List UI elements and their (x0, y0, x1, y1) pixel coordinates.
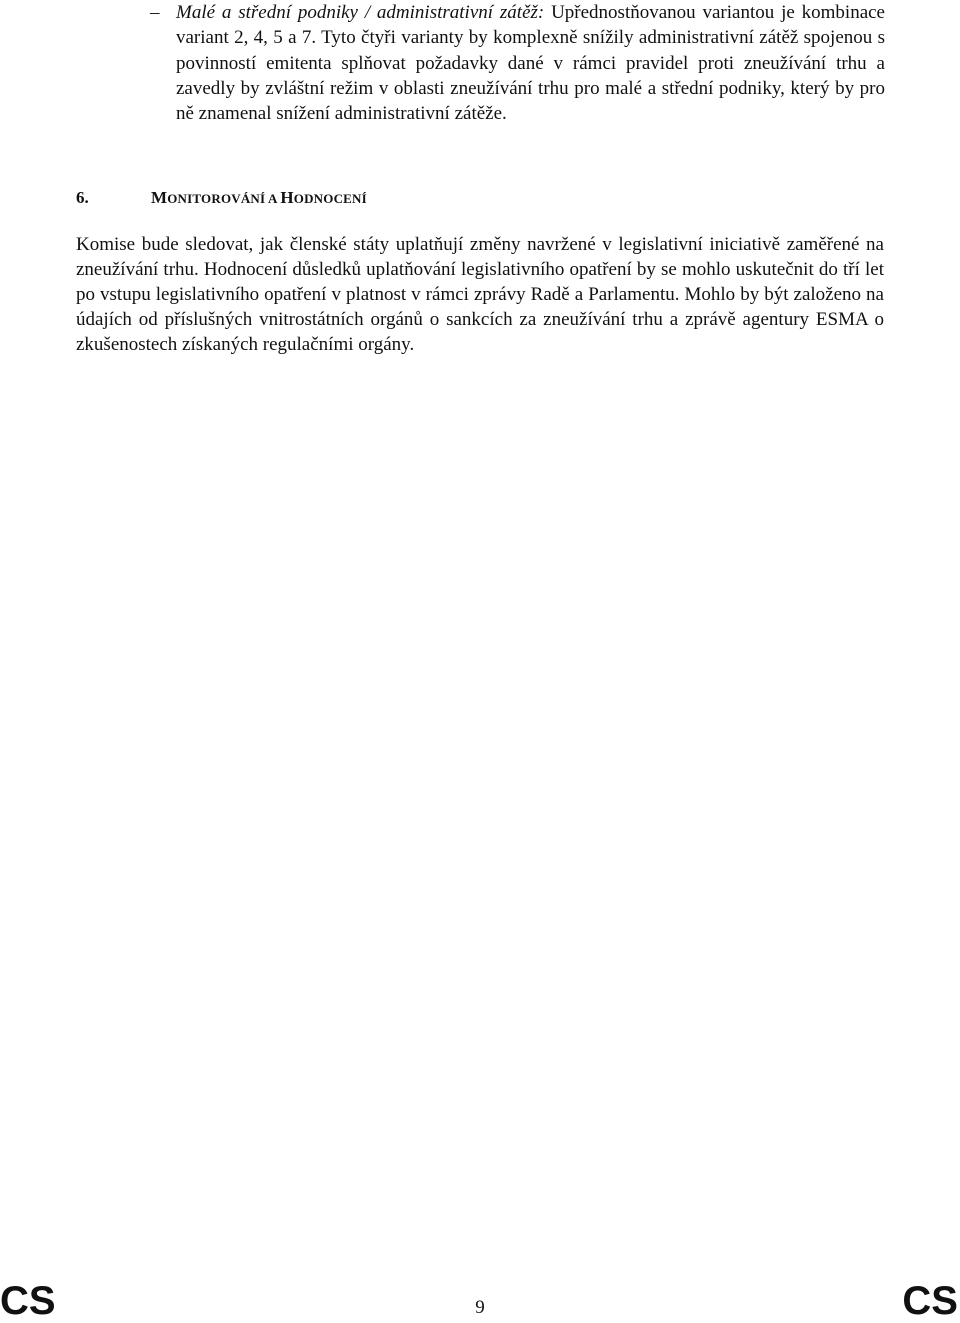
section-heading (76, 188, 367, 208)
bullet-paragraph (176, 0, 885, 126)
section-title: MONITOROVÁNÍ A HODNOCENÍ (151, 188, 367, 207)
bullet-item (150, 0, 885, 126)
footer-language-left: CS (0, 1279, 56, 1323)
page-number: 9 (475, 1297, 485, 1318)
bullet-body: Upřednostňovanou variantou je kombinace variant 2, 4, 5 a 7. Tyto čtyři varianty by komplexně snížily administrativní zátěž spojenou s povinností emitenta splňovat požadavky dané v rámci pravidel proti zneužívání trhu a zavedly by zvláštní režim v oblasti zneužívání trhu pro malé a střední podniky, který by pro ně znamenal snížení administrativní zátěže. (176, 2, 885, 125)
section-paragraph: Komise bude sledovat, jak členské státy uplatňují změny navržené v legislativní iniciativě zaměřené na zneužívání trhu. Hodnocení důsledků uplatňování legislativního opatření by se mohlo uskutečnit do tří let po vstupu legislativního opatření v platnost v rámci zprávy Radě a Parlamentu. Mohlo by být založeno na údajích od příslušných vnitrostátních orgánů o sankcích za zneužívání trhu a zprávě agentury ESMA o zkušenostech získaných regulačními orgány. (76, 234, 884, 355)
section-number: 6. (76, 188, 89, 207)
bullet-lead: Malé a střední podniky / administrativní zátěž: (176, 2, 545, 23)
bullet-dash: – (150, 2, 160, 23)
footer-language-right: CS (902, 1279, 958, 1323)
